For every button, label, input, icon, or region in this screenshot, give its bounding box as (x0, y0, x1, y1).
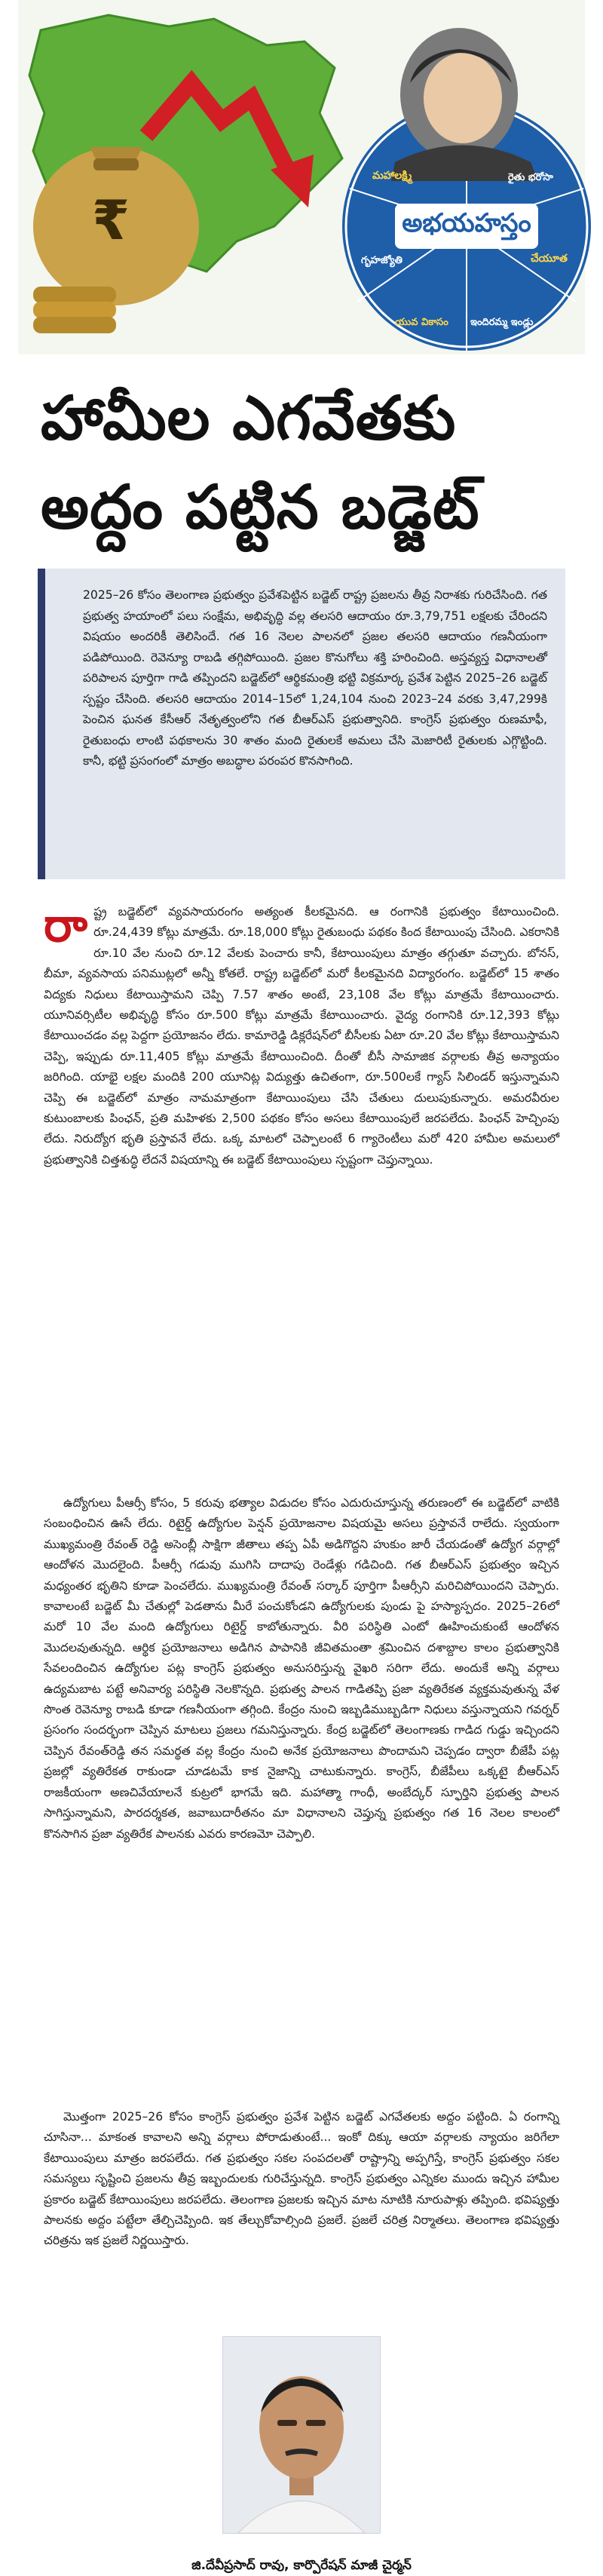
body-paragraph-2: ఉద్యోగులు పీఆర్సీ కోసం, 5 కరువు భత్యాల విడుదల కోసం ఎదురుచూస్తున్న తరుణంలో ఈ బడ్జెట్‌లో వాటికి సంబంధించిన ఊసే లేదు. రిటైర్డ్ ఉద్యోగుల పెన్షన్ ప్రయోజనాల విషయమై అసలు ప్రస్తావనే రాలేదు. స్వయంగా ముఖ్యమంత్రి రేవంత్ రెడ్డి అసెంబ్లీ సాక్షిగా జీతాలు తప్ప ఏపీ అడిగొద్దని హుకుం జారీ చేయడంతో ఉద్యోగ వర్గాల్లో ఆందోళన మొదలైంది. పీఆర్సీ గడువు ముగిసి దాదాపు రెండేళ్లు గడిచింది. గత బీఆర్ఎస్ ప్రభుత్వం ఇచ్చిన మధ్యంతర భృతిని కూడా పెంచలేదు. ముఖ్యమంత్రి రేవంత్ సర్కార్ పూర్తిగా పీఆర్సీని మరిచిపోయిందని చెప్పారు. కావాలంటే బడ్జెట్ మీ చేతుల్లో పెడతాను మీరే పంచుకోండని ఉద్యోగులకు పుండు పై హస్యాస్పదం. 2025–26లో మరో 10 వేల మంది ఉద్యోగులు రిటైర్డ్ కాబోతున్నారు. వీరి పరిస్థితి ఎంటో ఊహించుకుంటే ఆందోళన మొదలవుతున్నది. ఆర్థిక ప్రయోజనాలు అడిగిన పాపానికి జీవితమంతా శ్రమించిన దశాబ్దాల కాలం ప్రభుత్వానికి సేవలందించిన ఉద్యోగుల పట్ల కాంగ్రెస్ ప్రభుత్వం అనుసరిస్తున్న వైఖరి సరిగా లేదు. అందుకే అన్ని వర్గాలు ఉద్యమబాట పట్టే అనివార్య పరిస్థితి నెలకొన్నది. ప్రభుత్వ పాలన గాడితప్పి ప్రజా వ్యతిరేకత వ్యక్తమవుతున్న వేళ సొంత రెవెన్యూ రాబడి కూడా గణనీయంగా తగ్గింది. కేంద్రం నుంచి ఇబ్బడిముబ్బడిగా నిధులు వస్తున్నాయని గవర్నర్ ప్రసంగం సందర్భంగా చెప్పిన మాటలు ప్రజలు గమనిస్తున్నారు. కేంద్ర బడ్జెట్‌లో తెలంగాణకు గాడిద గుడ్డు ఇచ్చిందని చెప్పిన రేవంత్‌రెడ్డి తన సమర్థత వల్ల కేంద్రం నుంచి అనేక ప్రయోజనాలు పొందామని చెప్పడం ద్వారా బీజేపీ పట్ల ప్రజల్లో వ్యతిరేకత రాకుండా చూడటమే కాక నైజాన్ని చాటుకున్నారు. కాంగ్రెస్, బీజేపీలు ఒక్కటై బీఆర్ఎస్ రాజకీయంగా అణచివేయాలనే కుట్రలో భాగమే ఇది. మహాత్మా గాంధీ, అంబేద్కర్ స్ఫూర్తిని ప్రభుత్వ పాలన సాగిస్తున్నామని, పారదర్శకత, జవాబుదారీతనం మా విధానాలని చెప్తున్న ప్రభుత్వం గత 16 నెలల కాలంలో కొనసాగిన ప్రజా వ్యతిరేక పాలనకు ఎవరు కారణమో చెప్పాలి. (44, 1496, 559, 1841)
badge-segment-cheyutha: చేయూత (531, 253, 568, 265)
body-paragraph-3: మొత్తంగా 2025–26 కోసం కాంగ్రెస్ ప్రభుత్వం ప్రవేశ పెట్టిన బడ్జెట్ ఎగవేతలకు అద్దం పట్టింది. ఏ రంగాన్ని చూసినా... మాకంత కావాలని అన్ని వర్గాలు పోరాడుతుంటే... ఇంకో దిక్కు ఆయా వర్గాలకు న్యాయం జరిగేలా కేటాయింపులు మాత్రం జరపలేదు. గత ప్రభుత్వం సకల సంపదలతో రాష్ట్రాన్ని అప్పగిస్తే, కాంగ్రెస్ ప్రభుత్వం సకల సమస్యలు సృష్టించి ప్రజలను తీవ్ర ఇబ్బందులకు గురిచేస్తున్నది. కాంగ్రెస్ ప్రభుత్వం ఎన్నికల ముందు ఇచ్చిన హామీల ప్రకారం బడ్జెట్ కేటాయింపులు జరపలేదు. తెలంగాణ ప్రజలకు ఇచ్చిన మాట నూటికి నూరుపాళ్లు తప్పింది. భవిష్యత్తు పాలనకు అద్దం పట్టేలా తేల్చిచెప్పింది. ఇక తేల్చుకోవాల్సింది ప్రజలే. ప్రజలే చరిత్ర నిర్మాతలు. తెలంగాణ భవిష్యత్తు చరిత్రను ఇక ప్రజలే నిర్ణయిస్తారు. (44, 2110, 559, 2248)
author-caption: జి.దేవీప్రసాద్ రావు, కార్పొరేషన్ మాజీ చైర్మన్ (191, 2558, 412, 2573)
article-body (44, 897, 559, 2318)
article-page (18, 0, 585, 2573)
banner-illustration (18, 0, 585, 354)
badge-segment-indiramma: ఇందిరమ్మ ఇండ్లు (470, 317, 534, 328)
banner-artwork (18, 0, 585, 354)
badge-segment-yuva-vikasam: యువ వికాసం (395, 317, 448, 328)
headline (41, 374, 562, 552)
badge-segment-rythu-bharosa: రైతు భరోసా (508, 172, 553, 183)
badge-segment-mahalakshmi: మహాలక్ష్మి (372, 170, 412, 182)
headline-line-1: హామీల ఎగవేతకు (41, 383, 457, 453)
badge-segment-gruhajyothi: గృహజ్యోతి (361, 255, 403, 266)
headline-line-2: అద్దం పట్టిన బడ్జెట్ (41, 472, 480, 542)
badge-title: అభయహస్తం (402, 208, 531, 238)
body-paragraph-1 (44, 897, 559, 1475)
leader-portrait (391, 28, 538, 181)
rupee-icon: ₹ (92, 189, 130, 252)
drop-cap: రా (44, 897, 88, 952)
body-paragraph-1-text: ష్ట్ర బడ్జెట్‌లో వ్యవసాయరంగం అత్యంత కీలకమైనది. ఆ రంగానికి ప్రభుత్వం కేటాయించింది. రూ.24,439 కోట్లు మాత్రమే. రూ.18,000 కోట్లు రైతుబంధు పథకం కింద కేటాయింపు చేసింది. ఎకరానికి రూ.10 వేల నుంచి రూ.12 వేలకు పెంచారు కానీ, కేటాయింపులు మాత్రం తగ్గుతూ వచ్చారు. బోనస్, బీమా, వ్యవసాయ పనిముట్లలో అన్నీ కోతలే. రాష్ట్ర బడ్జెట్‌లో మరో కీలకమైనది విద్యారంగం. బడ్జెట్‌లో 15 శాతం విద్యకు నిధులు కేటాయిస్తామని చెప్పి 7.57 శాతం అంటే, 23,108 వేల కోట్లు మాత్రమే కేటాయించారు. యూనివర్సిటీల అభివృద్ధి కోసం రూ.500 కోట్లు మాత్రమే కేటాయించారు. వైద్య రంగానికి రూ.12,393 కోట్లు కేటాయించడం వల్ల పెద్దగా ప్రయోజనం లేదు. కామారెడ్డి డిక్లరేషన్‌లో బీసీలకు ఏటా రూ.20 వేల కోట్లు కేటాయిస్తామని చెప్పి, ఇప్పుడు రూ.11,405 కోట్లు మాత్రమే కేటాయించింది. దీంతో బీసీ సామాజిక వర్గాలకు తీవ్ర అన్యాయం జరిగింది. యాభై లక్షల మందికి 200 యూనిట్ల విద్యుత్తు ఉచితంగా, రూ.500లకే గ్యాస్ సిలిండర్ ఇస్తున్నామని చెప్పి ఈ బడ్జెట్‌లో మాత్రం నామమాత్రంగా కేటాయింపులు చేసి చేతులు దులుపుకున్నారు. అమరవీరుల కుటుంబాలకు పింఛన్, ప్రతి మహిళకు 2,500 పథకం కోసం అసలు కేటాయింపులే జరపలేదు. పింఛన్ హెచ్చింపు లేదు. నిరుద్యోగ భృతి ప్రస్తావనే లేదు. ఒక్క మాటలో చెప్పాలంటే 6 గ్యారెంటీలు మరో 420 హామీల అమలులో ప్రభుత్వానికి చిత్తశుద్ధి లేదనే విషయాన్ని ఈ బడ్జెట్ కేటాయింపులు స్పష్టంగా చెప్తున్నాయి. (44, 905, 559, 1167)
intro-summary: 2025–26 కోసం తెలంగాణ ప్రభుత్వం ప్రవేశపెట్టిన బడ్జెట్ రాష్ట్ర ప్రజలను తీవ్ర నిరాశకు గురిచేసింది. గత ప్రభుత్వ హయాంలో పలు సంక్షేమ, అభివృద్ధి వల్ల తలసరి ఆదాయం రూ.3,79,751 లక్షలకు చేరిందని విషయం అందరికీ తెలిసిందే. గత 16 నెలల పాలనలో ప్రజల తలసరి ఆదాయం గణనీయంగా పడిపోయింది. రెవెన్యూ రాబడి తగ్గిపోయింది. ప్రజల కొనుగోలు శక్తి హరించింది. అస్తవ్యస్త విధానాలతో పరిపాలన పూర్తిగా గాడి తప్పిందని బడ్జెట్‌లో ఆర్థికమంత్రి భట్టి విక్రమార్క ప్రవేశ పెట్టిన 2025–26 బడ్జెట్ స్పష్టం చేసింది. తలసరి ఆదాయం 2014–15లో 1,24,104 నుంచి 2023–24 వరకు 3,47,299కి పెంచిన ఘనత కేసీఆర్ నేతృత్వంలోని గత బీఆర్ఎస్ ప్రభుత్వానిది. కాంగ్రెస్ ప్రభుత్వం రుణమాఫీ, రైతుబంధు లాంటి పథకాలను 30 శాతం మంది రైతులకే అమలు చేసి మెజారిటీ రైతులకు ఎగ్గొట్టింది. కానీ, భట్టి ప్రసంగంలో మాత్రం అబద్ధాల పరంపర కొనసాగింది. (38, 569, 565, 879)
author-photo (222, 2336, 381, 2534)
